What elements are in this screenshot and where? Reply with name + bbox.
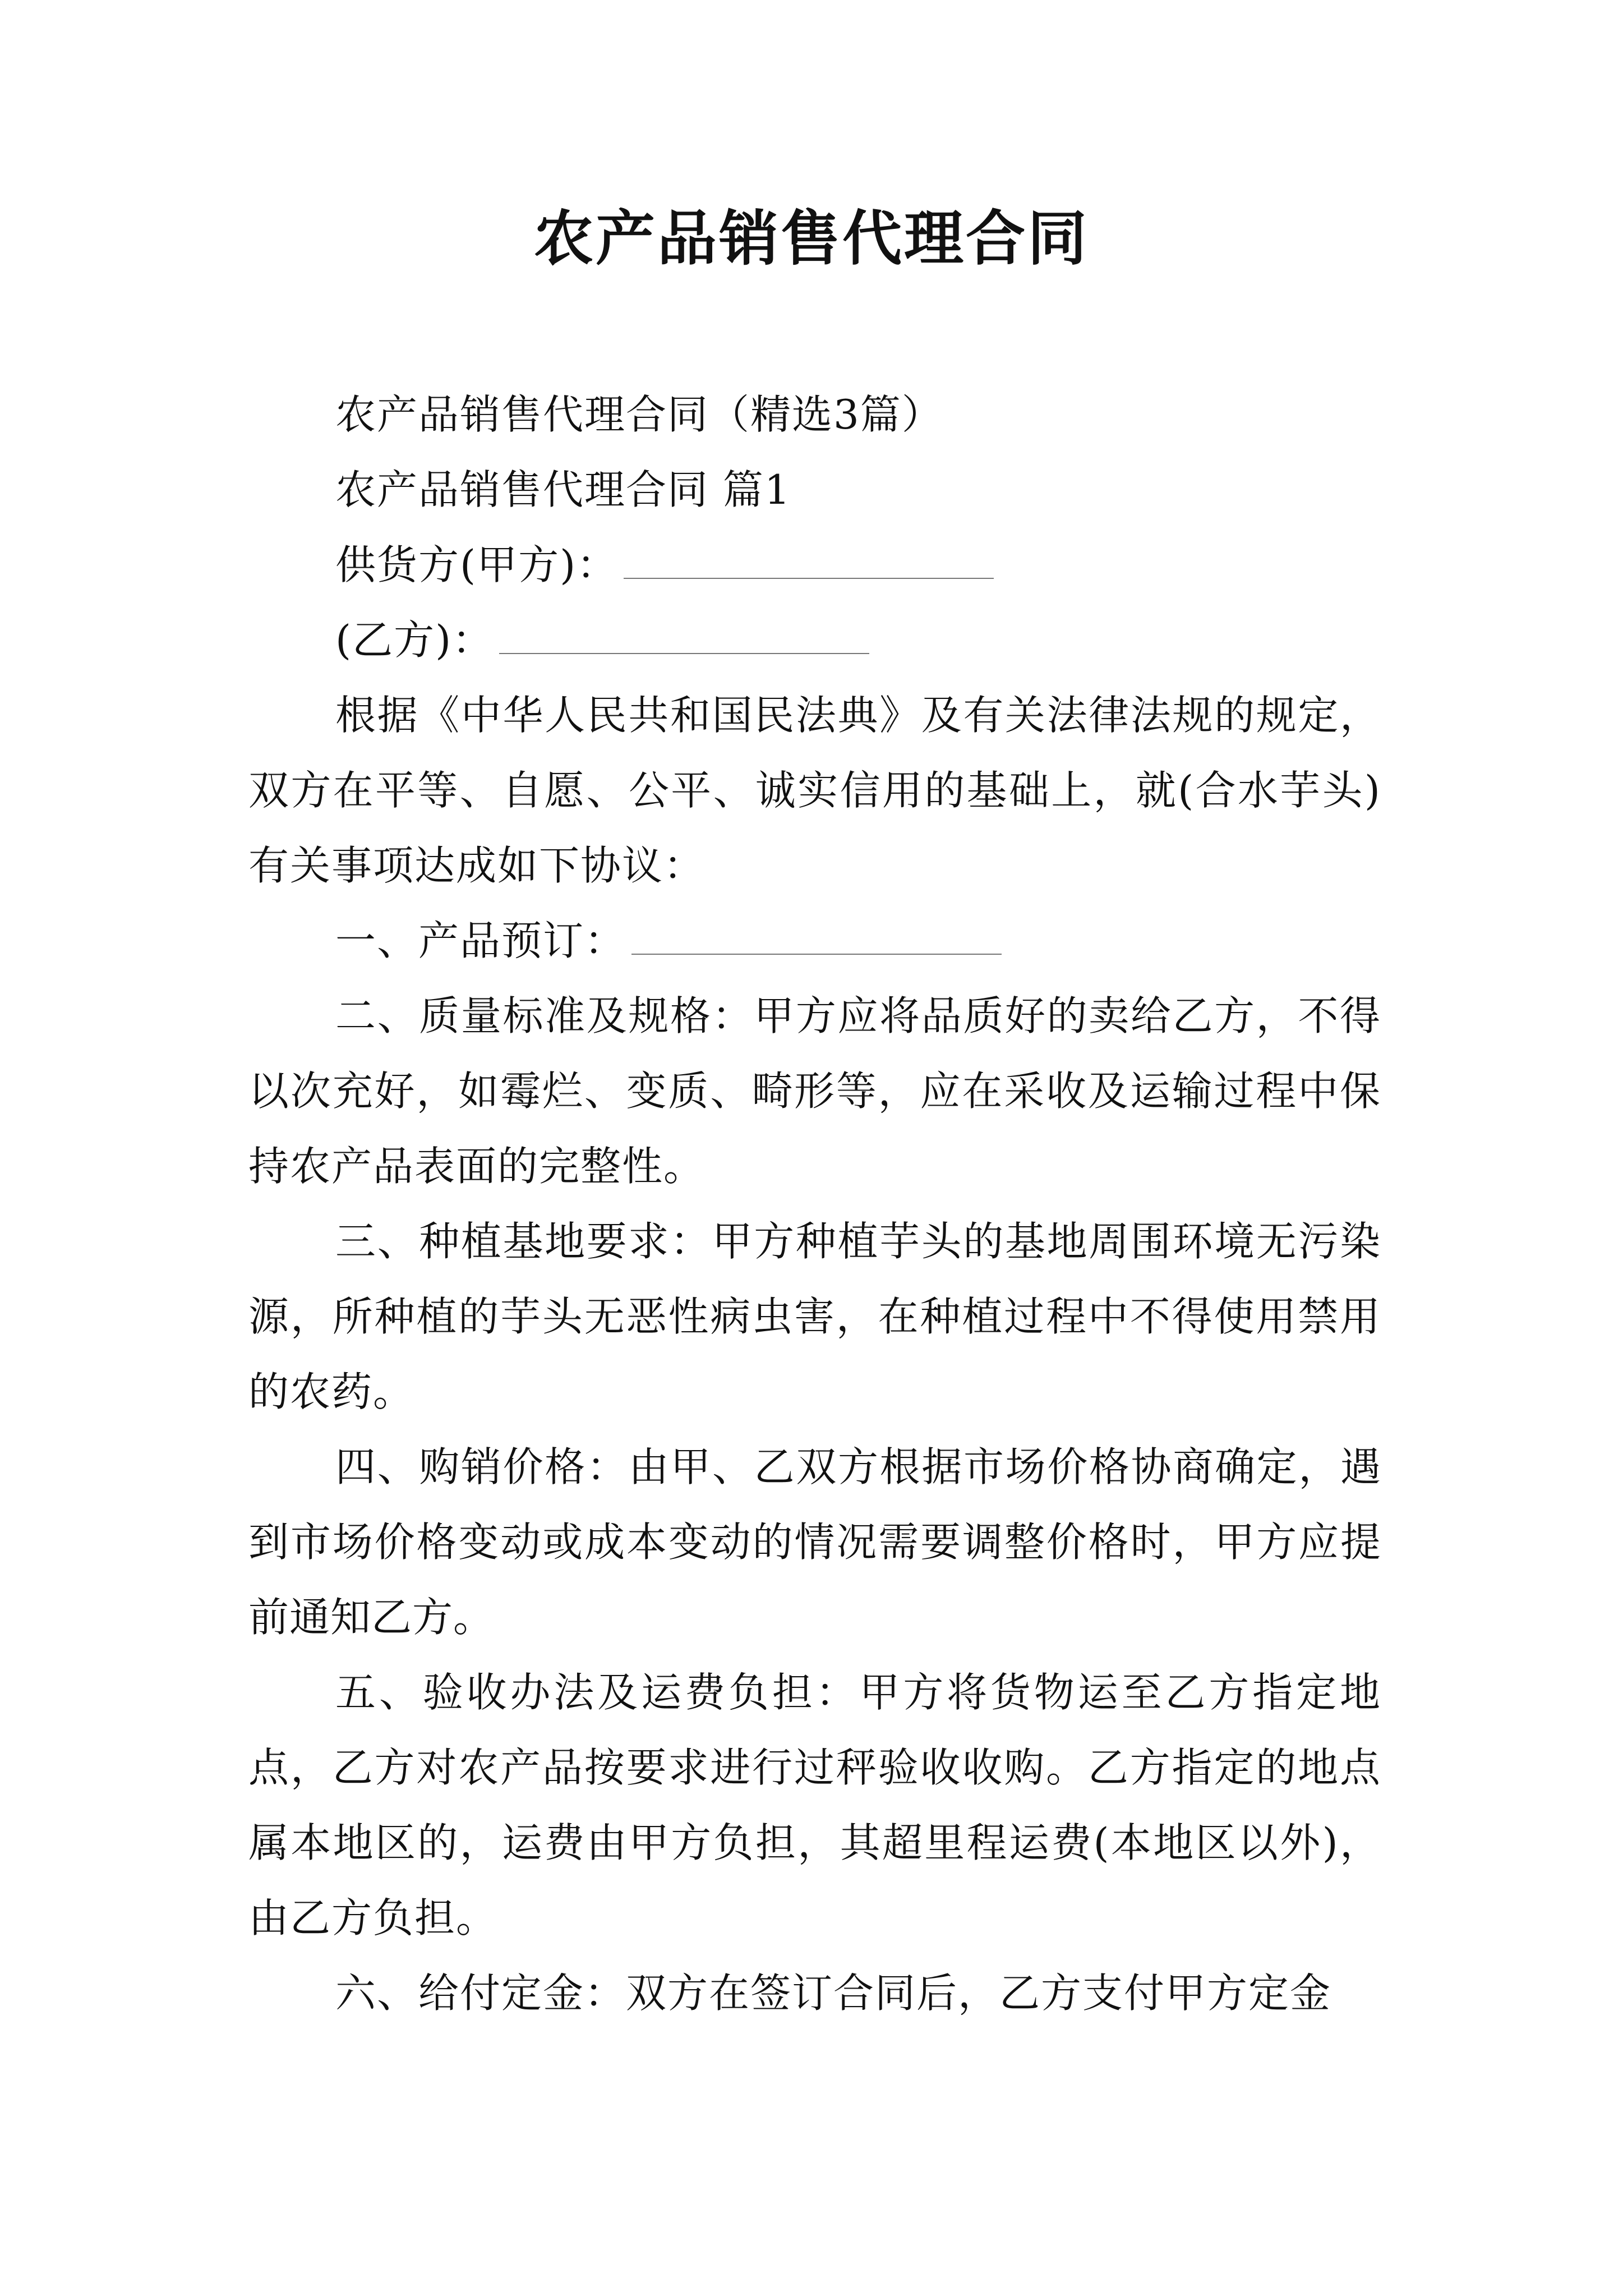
document-title: 农产品销售代理合同: [534, 203, 1089, 273]
party-b-label: (乙方)：: [335, 616, 494, 664]
party-a-label: 供货方(甲方)：: [335, 541, 619, 588]
document-body: [248, 377, 1381, 2031]
clause-one-blank-line: [631, 920, 1002, 955]
party-b-blank-line: [499, 619, 869, 654]
paragraph-pricing: 四、购销价格：由甲、乙双方根据市场价格协商确定，遇到市场价格变动或成本变动的情况需要调整价格时，甲方应提前通知乙方。: [248, 1443, 1381, 1641]
paragraph-acceptance: 五、验收办法及运费负担：甲方将货物运至乙方指定地点，乙方对农产品按要求进行过秤验收收购。乙方指定的地点属本地区的，运费由甲方负担，其超里程运费(本地区以外)，由乙方负担。: [248, 1669, 1381, 1941]
clause-one-label: 一、产品预订：: [335, 917, 626, 964]
party-b-line: [248, 602, 1381, 678]
clause-one-line: [248, 903, 1381, 978]
paragraph-preamble: 根据《中华人民共和国民法典》及有关法律法规的规定，双方在平等、自愿、公平、诚实信用的基础上，就(合水芋头)有关事项达成如下协议：: [248, 692, 1381, 889]
paragraph-deposit: 六、给付定金：双方在签订合同后，乙方支付甲方定金: [335, 1970, 1332, 2017]
section-heading: 农产品销售代理合同 篇1: [335, 466, 791, 513]
party-a-blank-line: [624, 544, 994, 579]
paragraph-quality: 二、质量标准及规格：甲方应将品质好的卖给乙方，不得以次充好，如霉烂、变质、畸形等，应在采收及运输过程中保持农产品表面的完整性。: [248, 992, 1381, 1190]
document-subtitle: 农产品销售代理合同（精选3篇）: [335, 391, 943, 438]
party-a-line: [248, 527, 1381, 602]
paragraph-planting-base: 三、种植基地要求：甲方种植芋头的基地周围环境无污染源，所种植的芋头无恶性病虫害，在种植过程中不得使用禁用的农药。: [248, 1218, 1381, 1415]
